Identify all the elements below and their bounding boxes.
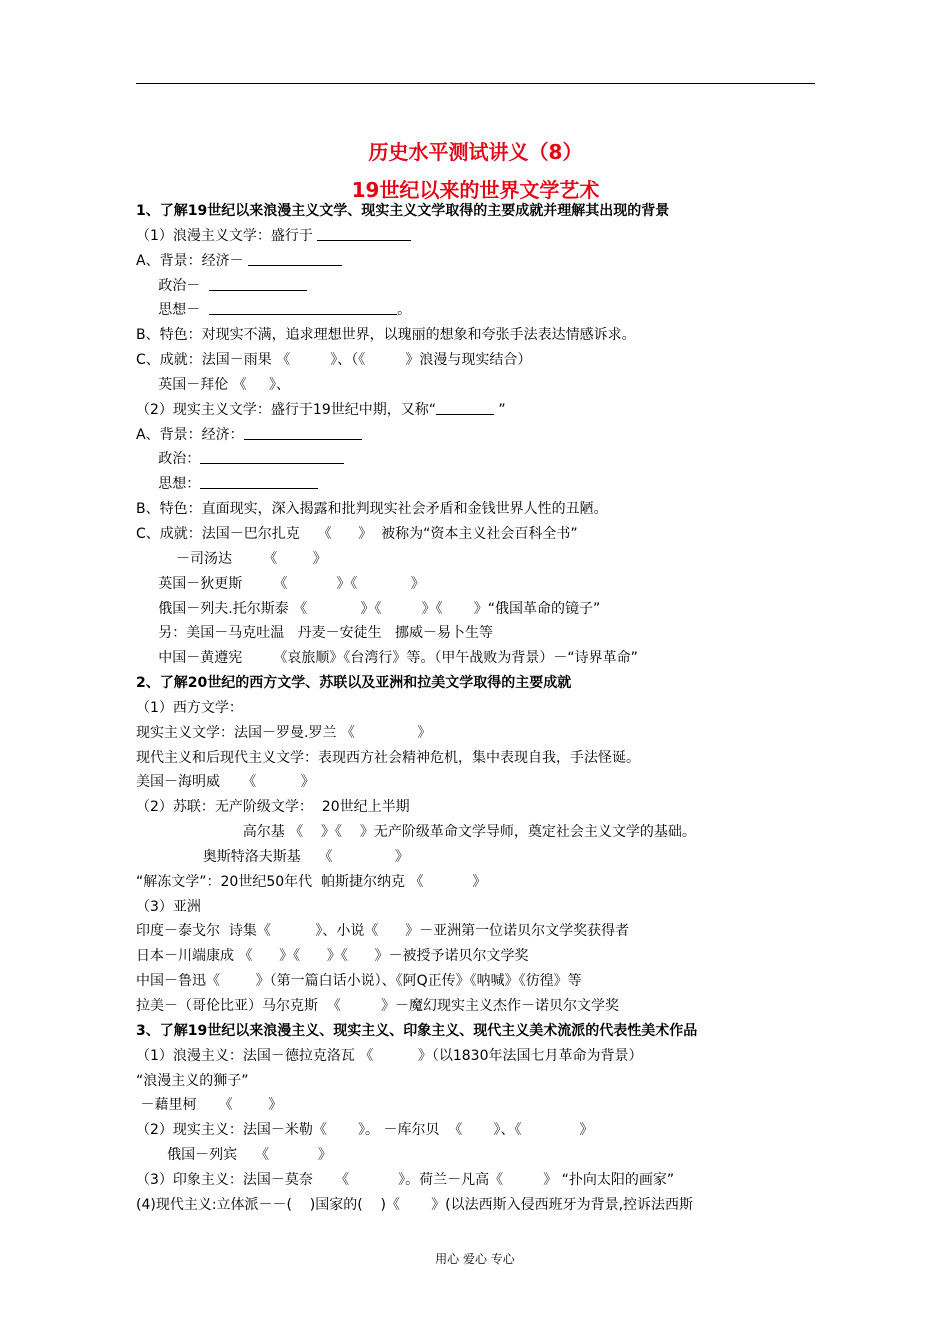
fill-in-blank <box>248 250 342 266</box>
text-line <box>136 795 816 820</box>
line-text: 俄国－列宾 《 》 <box>136 1147 332 1164</box>
text-line <box>136 1143 816 1168</box>
text-line <box>136 1093 816 1118</box>
text-line <box>136 621 816 646</box>
text-line <box>136 1168 816 1193</box>
fill-in-blank <box>200 448 344 464</box>
line-text: (4)现代主义:立体派－－( )国家的( )《 》(以法西斯入侵西班牙为背景,控诉法西斯 <box>136 1196 694 1213</box>
fill-in-blank <box>209 275 307 291</box>
line-text: 思想－ <box>136 302 210 319</box>
text-line <box>136 373 816 398</box>
page-footer: 用心 爱心 专心 <box>435 1252 515 1266</box>
line-text: （3）印象主义：法国－莫奈 《 》。荷兰－凡高《 》 “扑向太阳的画家” <box>136 1171 675 1188</box>
header-rule <box>136 83 815 84</box>
fill-in-blank <box>200 473 318 489</box>
line-text: 现代主义和后现代主义文学：表现西方社会精神危机，集中表现自我，手法怪诞。 <box>136 749 640 766</box>
line-text: B、特色：直面现实，深入揭露和批判现实社会矛盾和金钱世界人性的丑陋。 <box>136 501 608 518</box>
line-text: 英国－拜伦 《 》、 <box>136 376 290 393</box>
line-text: －司汤达 《 》 <box>136 550 327 567</box>
line-text-suffix: 。 <box>397 302 412 319</box>
text-line <box>136 423 816 448</box>
document-body <box>136 199 816 1218</box>
line-text: （1）浪漫主义：法国－德拉克洛瓦 《 》（以1830年法国七月革命为背景） <box>136 1047 643 1064</box>
text-line <box>136 249 816 274</box>
fill-in-blank <box>209 299 397 315</box>
text-line <box>136 298 816 323</box>
line-text: 拉美－（哥伦比亚）马尔克斯 《 》－魔幻现实主义杰作－诺贝尔文学奖 <box>136 998 619 1014</box>
line-text: 日本－川端康成 《 》《 》《 》－被授予诺贝尔文学奖 <box>136 948 529 965</box>
line-text: 政治： <box>136 451 201 468</box>
line-text: A、背景：经济： <box>136 426 244 443</box>
text-line <box>136 870 816 895</box>
text-line <box>136 572 816 597</box>
line-text: 美国－海明威 《 》 <box>136 774 315 791</box>
text-line <box>136 646 816 671</box>
line-text: 高尔基 《 》《 》无产阶级革命文学导师，奠定社会主义文学的基础。 <box>136 824 696 841</box>
text-line <box>136 746 816 771</box>
line-text: 1、了解19世纪以来浪漫主义文学、现实主义文学取得的主要成就并理解其出现的背景 <box>136 203 670 219</box>
text-line <box>136 1118 816 1143</box>
line-text: 中国－黄遵宪 《哀旅顺》《台湾行》等。（甲午战败为背景）－“诗界革命” <box>136 650 638 667</box>
line-text: （2）现实主义：法国－米勒《 》。 －库尔贝 《 》、《 》 <box>136 1122 594 1139</box>
text-line <box>136 969 816 994</box>
text-line <box>136 547 816 572</box>
section-heading <box>136 671 816 696</box>
line-text: （2）苏联：无产阶级文学： 20世纪上半期 <box>136 799 410 816</box>
line-text: C、成就：法国－雨果 《 》、（《 》浪漫与现实结合） <box>136 352 532 369</box>
line-text: 政治－ <box>136 277 210 294</box>
line-text: 印度－泰戈尔 诗集《 》、小说《 》－亚洲第一位诺贝尔文学奖获得者 <box>136 923 630 940</box>
line-text: 俄国－列夫.托尔斯泰 《 》《 》《 》“俄国革命的镜子” <box>136 600 601 617</box>
text-line <box>136 770 816 795</box>
document-subtitle: 19世纪以来的世界文学艺术 <box>351 178 600 202</box>
text-line <box>136 944 816 969</box>
text-line <box>136 845 816 870</box>
line-text: C、成就：法国－巴尔扎克 《 》 被称为“资本主义社会百科全书” <box>136 525 578 542</box>
text-line <box>136 522 816 547</box>
line-text: “浪漫主义的狮子” <box>136 1072 249 1089</box>
fill-in-blank <box>436 399 494 415</box>
line-text-suffix: ” <box>493 401 506 418</box>
line-text: （2）现实主义文学：盛行于19世纪中期，又称“ <box>136 401 436 418</box>
line-text: －藉里柯 《 》 <box>136 1097 283 1114</box>
text-line <box>136 1193 816 1218</box>
line-text: （1）西方文学： <box>136 699 243 716</box>
line-text: 另：美国－马克吐温 丹麦－安徒生 挪威－易卜生等 <box>136 625 493 642</box>
section-heading <box>136 1019 816 1044</box>
text-line <box>136 447 816 472</box>
line-text: 奥斯特洛夫斯基 《 》 <box>136 848 409 865</box>
document-title: 历史水平测试讲义（8） <box>368 140 583 164</box>
line-text: 思想： <box>136 476 201 493</box>
text-line <box>136 597 816 622</box>
text-line <box>136 224 816 249</box>
fill-in-blank <box>244 424 362 440</box>
text-line <box>136 820 816 845</box>
text-line <box>136 696 816 721</box>
section-heading <box>136 199 816 224</box>
line-text: “解冻文学”：20世纪50年代 帕斯捷尔纳克 《 》 <box>136 873 487 890</box>
line-text: B、特色：对现实不满，追求理想世界，以瑰丽的想象和夸张手法表达情感诉求。 <box>136 327 636 344</box>
text-line <box>136 472 816 497</box>
text-line <box>136 994 816 1019</box>
fill-in-blank <box>317 225 411 241</box>
text-line <box>136 274 816 299</box>
text-line <box>136 895 816 920</box>
line-text: （1）浪漫主义文学：盛行于 <box>136 227 318 244</box>
text-line <box>136 497 816 522</box>
text-line <box>136 348 816 373</box>
text-line <box>136 721 816 746</box>
line-text: 中国－鲁迅《 》（第一篇白话小说）、《阿Q正传》《呐喊》《彷徨》等 <box>136 973 582 990</box>
line-text: 3、了解19世纪以来浪漫主义、现实主义、印象主义、现代主义美术流派的代表性美术作品 <box>136 1022 698 1039</box>
text-line <box>136 323 816 348</box>
line-text: 现实主义文学：法国－罗曼.罗兰 《 》 <box>136 724 432 741</box>
text-line <box>136 398 816 423</box>
line-text: A、背景：经济－ <box>136 252 249 269</box>
line-text: 英国－狄更斯 《 》《 》 <box>136 575 425 592</box>
line-text: （3）亚洲 <box>136 898 201 915</box>
text-line <box>136 919 816 944</box>
text-line <box>136 1044 816 1069</box>
text-line <box>136 1069 816 1094</box>
line-text: 2、了解20世纪的西方文学、苏联以及亚洲和拉美文学取得的主要成就 <box>136 675 572 692</box>
